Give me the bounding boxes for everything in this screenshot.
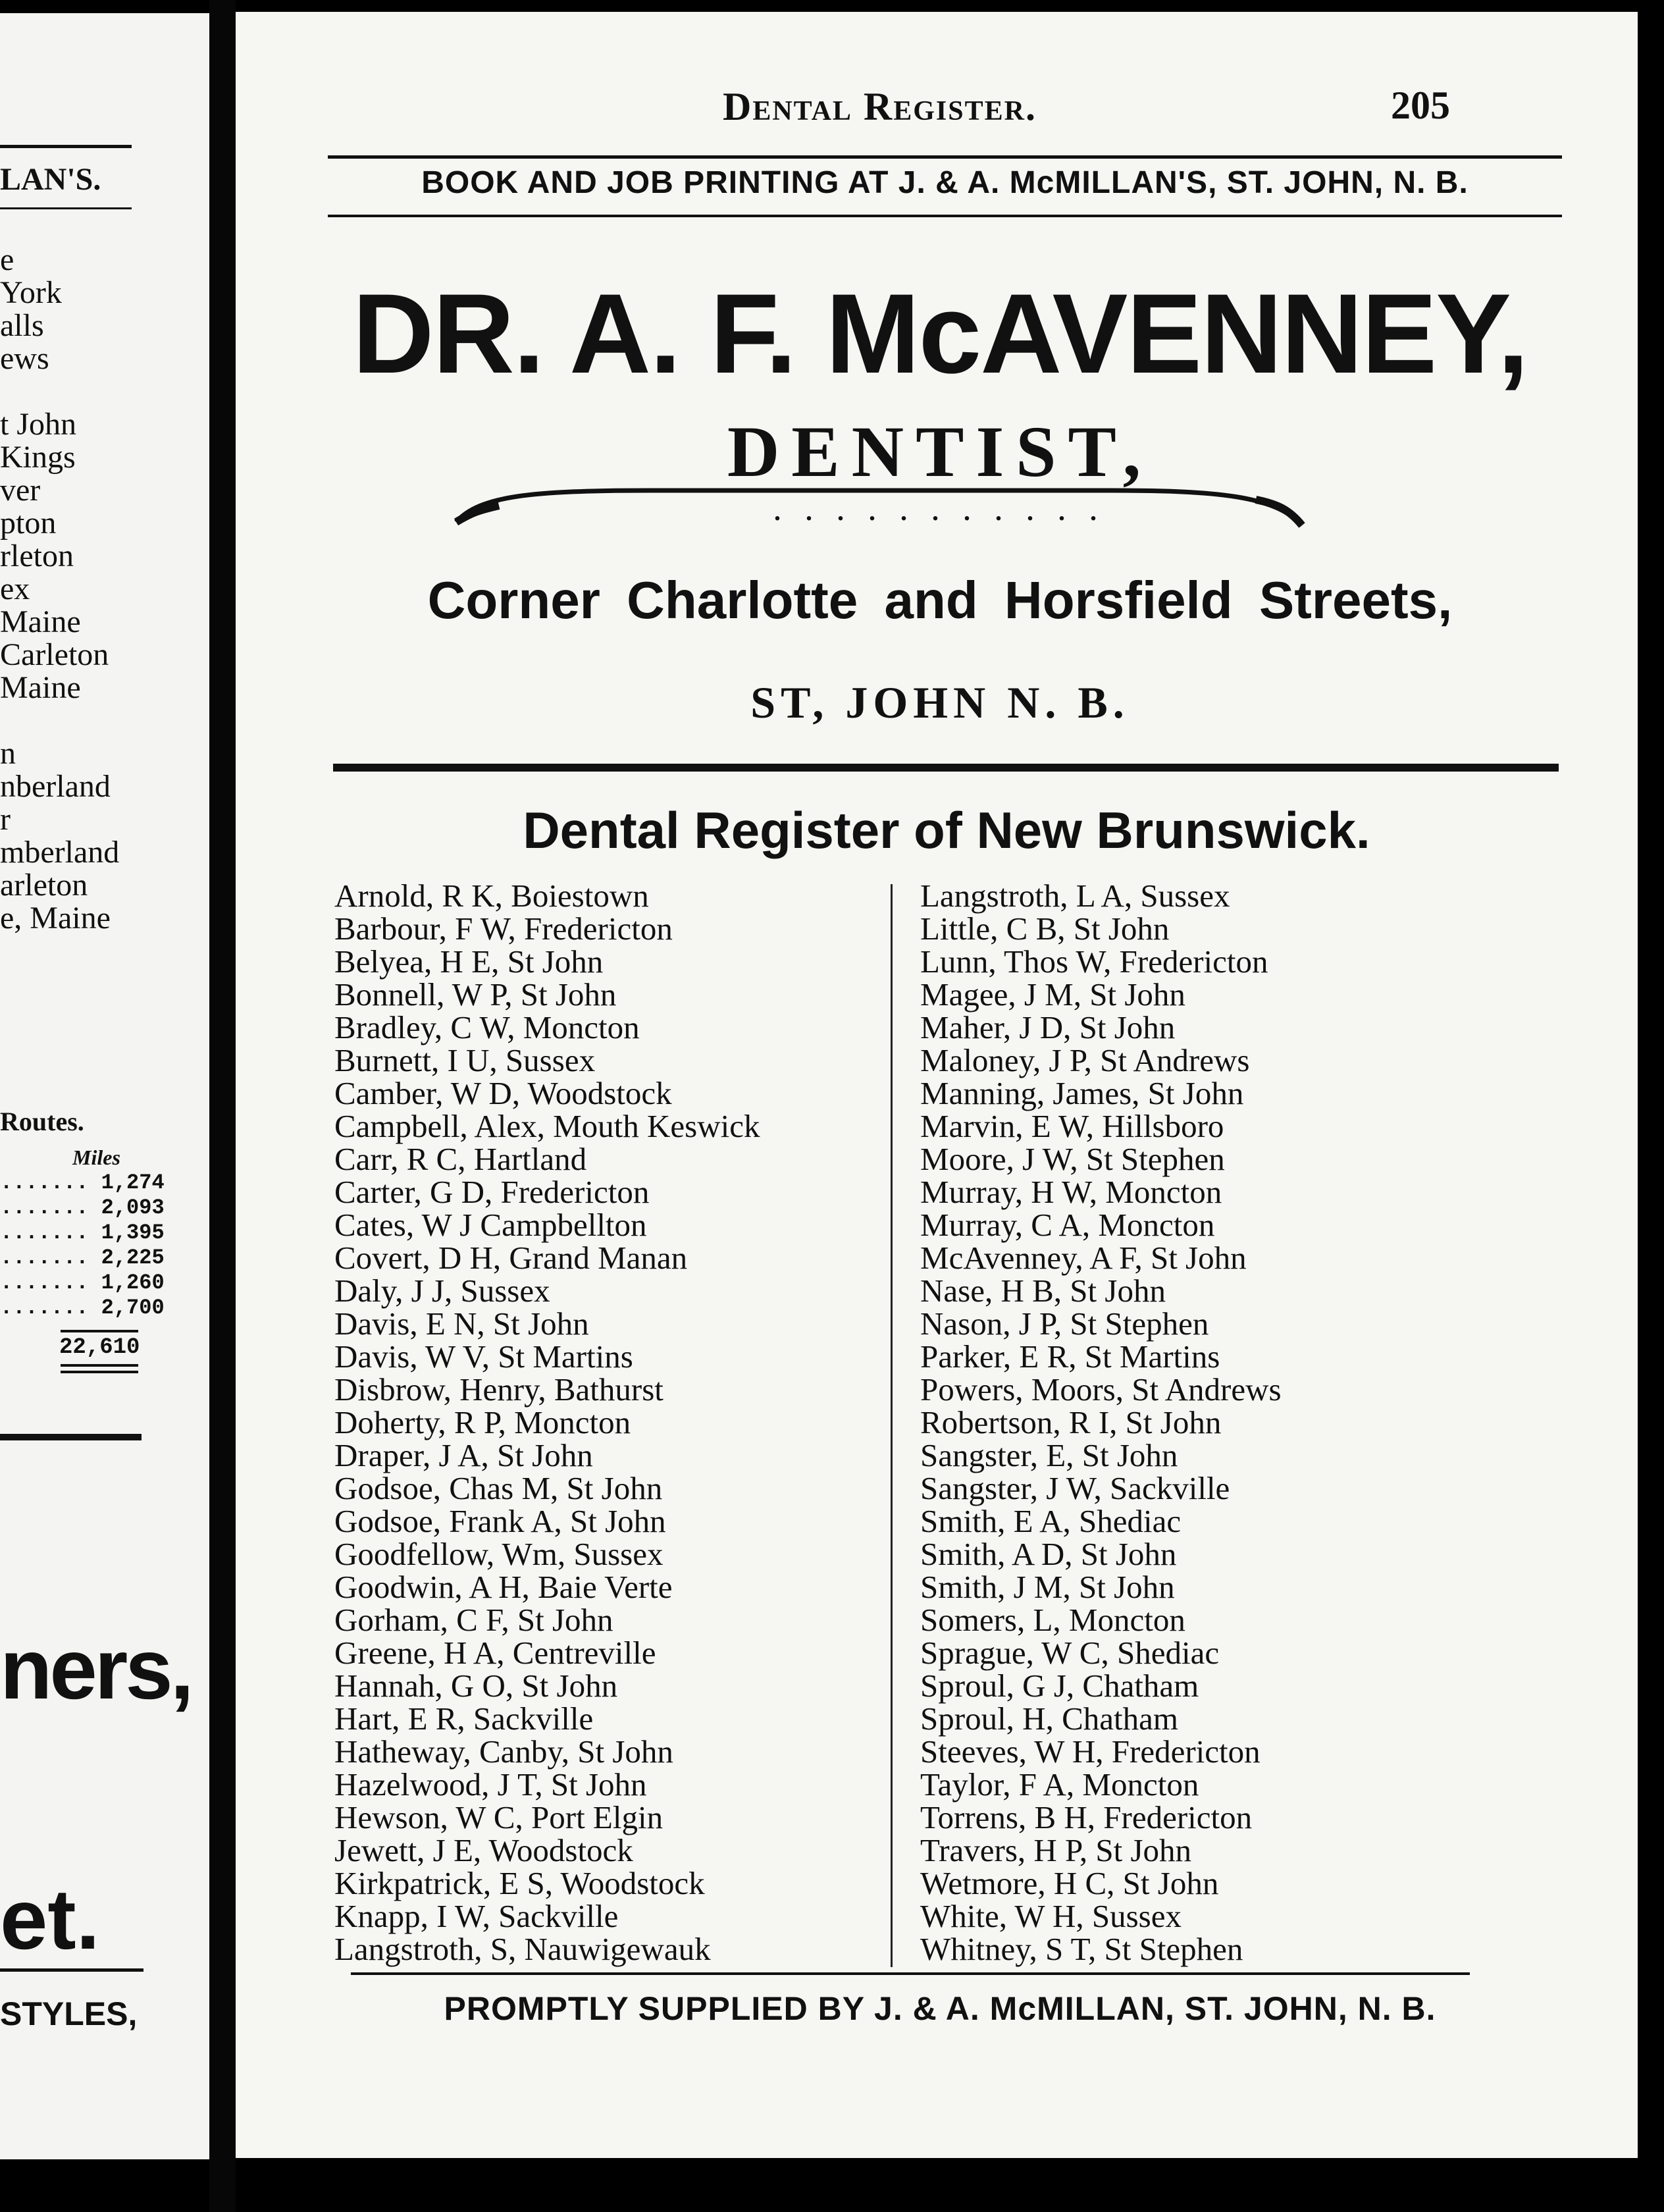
big-text-fragment: et.	[0, 1871, 100, 1967]
register-entry: Bonnell, W P, St John	[334, 976, 617, 1013]
banner-bottom-rule	[328, 215, 1562, 217]
sum-rule	[61, 1330, 138, 1332]
register-entry: Barbour, F W, Fredericton	[334, 910, 673, 947]
register-entry: Lunn, Thos W, Fredericton	[920, 943, 1268, 980]
register-entry: Robertson, R I, St John	[920, 1404, 1222, 1440]
register-entry: Disbrow, Henry, Bathurst	[334, 1371, 663, 1408]
place-fragment: Maine	[0, 670, 81, 705]
register-entry: Goodfellow, Wm, Sussex	[334, 1536, 663, 1572]
register-entry: Covert, D H, Grand Manan	[334, 1240, 688, 1276]
divider	[0, 1968, 143, 1972]
register-entry: Smith, A D, St John	[920, 1536, 1177, 1572]
register-entry: Steeves, W H, Fredericton	[920, 1733, 1261, 1770]
register-entry: Daly, J J, Sussex	[334, 1273, 550, 1309]
register-entry: Jewett, J E, Woodstock	[334, 1832, 633, 1868]
place-fragment: mberland	[0, 835, 120, 870]
register-entry: Kirkpatrick, E S, Woodstock	[334, 1865, 705, 1901]
place-fragment: arleton	[0, 868, 88, 903]
miles-total: 22,610	[59, 1335, 140, 1360]
place-fragment	[0, 375, 119, 408]
top-banner: BOOK AND JOB PRINTING AT J. & A. McMILLAN'S, ST. JOHN, N. B.	[421, 165, 1469, 200]
total-rule	[61, 1371, 138, 1373]
register-entry: Little, C B, St John	[920, 910, 1170, 947]
register-entry: Godsoe, Chas M, St John	[334, 1470, 663, 1506]
page-edge	[1638, 0, 1664, 2212]
register-entry: Arnold, R K, Boiestown	[334, 878, 649, 914]
total-rule	[61, 1364, 138, 1367]
register-page	[236, 12, 1638, 2158]
place-fragment: t John	[0, 407, 77, 442]
register-entry: Maher, J D, St John	[920, 1009, 1176, 1045]
register-entry: Doherty, R P, Moncton	[334, 1404, 631, 1440]
column-divider	[891, 884, 893, 1967]
register-entry: Torrens, B H, Fredericton	[920, 1799, 1253, 1835]
register-entry: Smith, J M, St John	[920, 1569, 1175, 1605]
place-fragment: e	[0, 242, 14, 277]
styles-fragment: STYLES,	[0, 1995, 138, 2032]
place-fragment: Carleton	[0, 637, 109, 672]
register-entry: Murray, C A, Moncton	[920, 1207, 1215, 1243]
advertiser-city: ST, JOHN N. B.	[750, 677, 1130, 727]
place-fragment: r	[0, 802, 11, 837]
register-entry: Nason, J P, St Stephen	[920, 1305, 1209, 1342]
miles-list	[0, 1171, 165, 1321]
register-entry: Carr, R C, Hartland	[334, 1141, 587, 1177]
register-entry: White, W H, Sussex	[920, 1898, 1182, 1934]
place-fragment: rleton	[0, 539, 74, 573]
footer-rule	[351, 1972, 1470, 1975]
register-entry: Sproul, G J, Chatham	[920, 1668, 1199, 1704]
miles-row: ....... 2,225	[0, 1246, 165, 1270]
register-entry: Carter, G D, Fredericton	[334, 1174, 650, 1210]
register-entry: Greene, H A, Centreville	[334, 1635, 656, 1671]
banner-top-rule	[328, 155, 1562, 159]
register-entry: Manning, James, St John	[920, 1075, 1244, 1111]
register-entry: Moore, J W, St Stephen	[920, 1141, 1225, 1177]
register-entry: Hannah, G O, St John	[334, 1668, 618, 1704]
miles-row: ....... 1,274	[0, 1171, 165, 1195]
miles-row: ....... 2,093	[0, 1196, 165, 1220]
place-fragment: e, Maine	[0, 901, 111, 935]
heavy-rule	[333, 764, 1559, 772]
page-number: 205	[1391, 84, 1450, 127]
place-fragment: ver	[0, 473, 41, 508]
register-title: Dental Register of New Brunswick.	[523, 801, 1370, 859]
register-entry: Draper, J A, St John	[334, 1437, 593, 1473]
register-entry: Marvin, E W, Hillsboro	[920, 1108, 1224, 1144]
place-fragment: York	[0, 275, 62, 310]
place-fragment: Maine	[0, 604, 81, 639]
place-fragment	[0, 704, 119, 737]
register-entry: Sproul, H, Chatham	[920, 1700, 1178, 1737]
facing-page-fragment	[0, 13, 209, 2159]
place-fragment-list	[0, 244, 119, 935]
register-entry: Goodwin, A H, Baie Verte	[334, 1569, 673, 1605]
place-fragment: n	[0, 736, 16, 771]
advertiser-name: DR. A. F. McAVENNEY,	[352, 271, 1528, 397]
register-entry: Magee, J M, St John	[920, 976, 1185, 1013]
register-entry: Godsoe, Frank A, St John	[334, 1503, 666, 1539]
register-entry: Whitney, S T, St Stephen	[920, 1931, 1243, 1967]
register-entry: Davis, E N, St John	[334, 1305, 589, 1342]
register-entry: Hart, E R, Sackville	[334, 1700, 594, 1737]
place-fragment: Kings	[0, 440, 76, 475]
running-title: Dental Register.	[723, 85, 1037, 128]
page-gutter	[209, 0, 236, 2212]
register-entry: Somers, L, Moncton	[920, 1602, 1185, 1638]
register-entry: Belyea, H E, St John	[334, 943, 604, 980]
place-fragment: ex	[0, 571, 30, 606]
register-entry: Murray, H W, Moncton	[920, 1174, 1222, 1210]
facing-page-header: LAN'S.	[0, 162, 101, 197]
register-entry: Campbell, Alex, Mouth Keswick	[334, 1108, 760, 1144]
big-text-fragment: ners,	[0, 1621, 192, 1717]
register-right-column	[920, 880, 1282, 1966]
register-entry: Sangster, E, St John	[920, 1437, 1178, 1473]
miles-row: ....... 1,395	[0, 1221, 165, 1245]
miles-label: Miles	[72, 1146, 120, 1169]
register-left-column	[334, 880, 760, 1966]
routes-label: Routes.	[0, 1107, 84, 1136]
dot-row: . . . . . . . . . . .	[774, 496, 1106, 526]
register-entry: Hatheway, Canby, St John	[334, 1733, 673, 1770]
place-fragment: nberland	[0, 769, 111, 804]
register-entry: Langstroth, L A, Sussex	[920, 878, 1230, 914]
register-entry: Burnett, I U, Sussex	[334, 1042, 596, 1078]
register-entry: Bradley, C W, Moncton	[334, 1009, 640, 1045]
divider	[0, 207, 132, 209]
register-entry: McAvenney, A F, St John	[920, 1240, 1247, 1276]
register-entry: Camber, W D, Woodstock	[334, 1075, 672, 1111]
register-entry: Langstroth, S, Nauwigewauk	[334, 1931, 711, 1967]
divider	[0, 145, 132, 148]
register-entry: Taylor, F A, Moncton	[920, 1766, 1199, 1803]
register-entry: Cates, W J Campbellton	[334, 1207, 647, 1243]
place-fragment: pton	[0, 506, 57, 540]
register-entry: Sprague, W C, Shediac	[920, 1635, 1220, 1671]
register-entry: Travers, H P, St John	[920, 1832, 1192, 1868]
register-entry: Hewson, W C, Port Elgin	[334, 1799, 663, 1835]
bottom-banner: PROMPTLY SUPPLIED BY J. & A. McMILLAN, ST. JOHN, N. B.	[444, 1990, 1436, 2027]
register-entry: Smith, E A, Shediac	[920, 1503, 1182, 1539]
register-entry: Knapp, I W, Sackville	[334, 1898, 619, 1934]
place-fragment: ews	[0, 341, 49, 376]
advertiser-title: DENTIST,	[727, 411, 1153, 492]
register-entry: Sangster, J W, Sackville	[920, 1470, 1230, 1506]
register-entry: Parker, E R, St Martins	[920, 1338, 1220, 1375]
register-entry: Powers, Moors, St Andrews	[920, 1371, 1282, 1408]
place-fragment: alls	[0, 308, 44, 343]
register-entry: Nase, H B, St John	[920, 1273, 1166, 1309]
register-entry: Maloney, J P, St Andrews	[920, 1042, 1250, 1078]
register-entry: Wetmore, H C, St John	[920, 1865, 1219, 1901]
advertiser-address: Corner Charlotte and Horsfield Streets,	[427, 571, 1453, 629]
register-entry: Hazelwood, J T, St John	[334, 1766, 647, 1803]
miles-row: ....... 1,260	[0, 1271, 165, 1295]
register-entry: Davis, W V, St Martins	[334, 1338, 633, 1375]
register-entry: Gorham, C F, St John	[334, 1602, 613, 1638]
miles-row: ....... 2,700	[0, 1296, 165, 1320]
divider	[0, 1434, 142, 1440]
